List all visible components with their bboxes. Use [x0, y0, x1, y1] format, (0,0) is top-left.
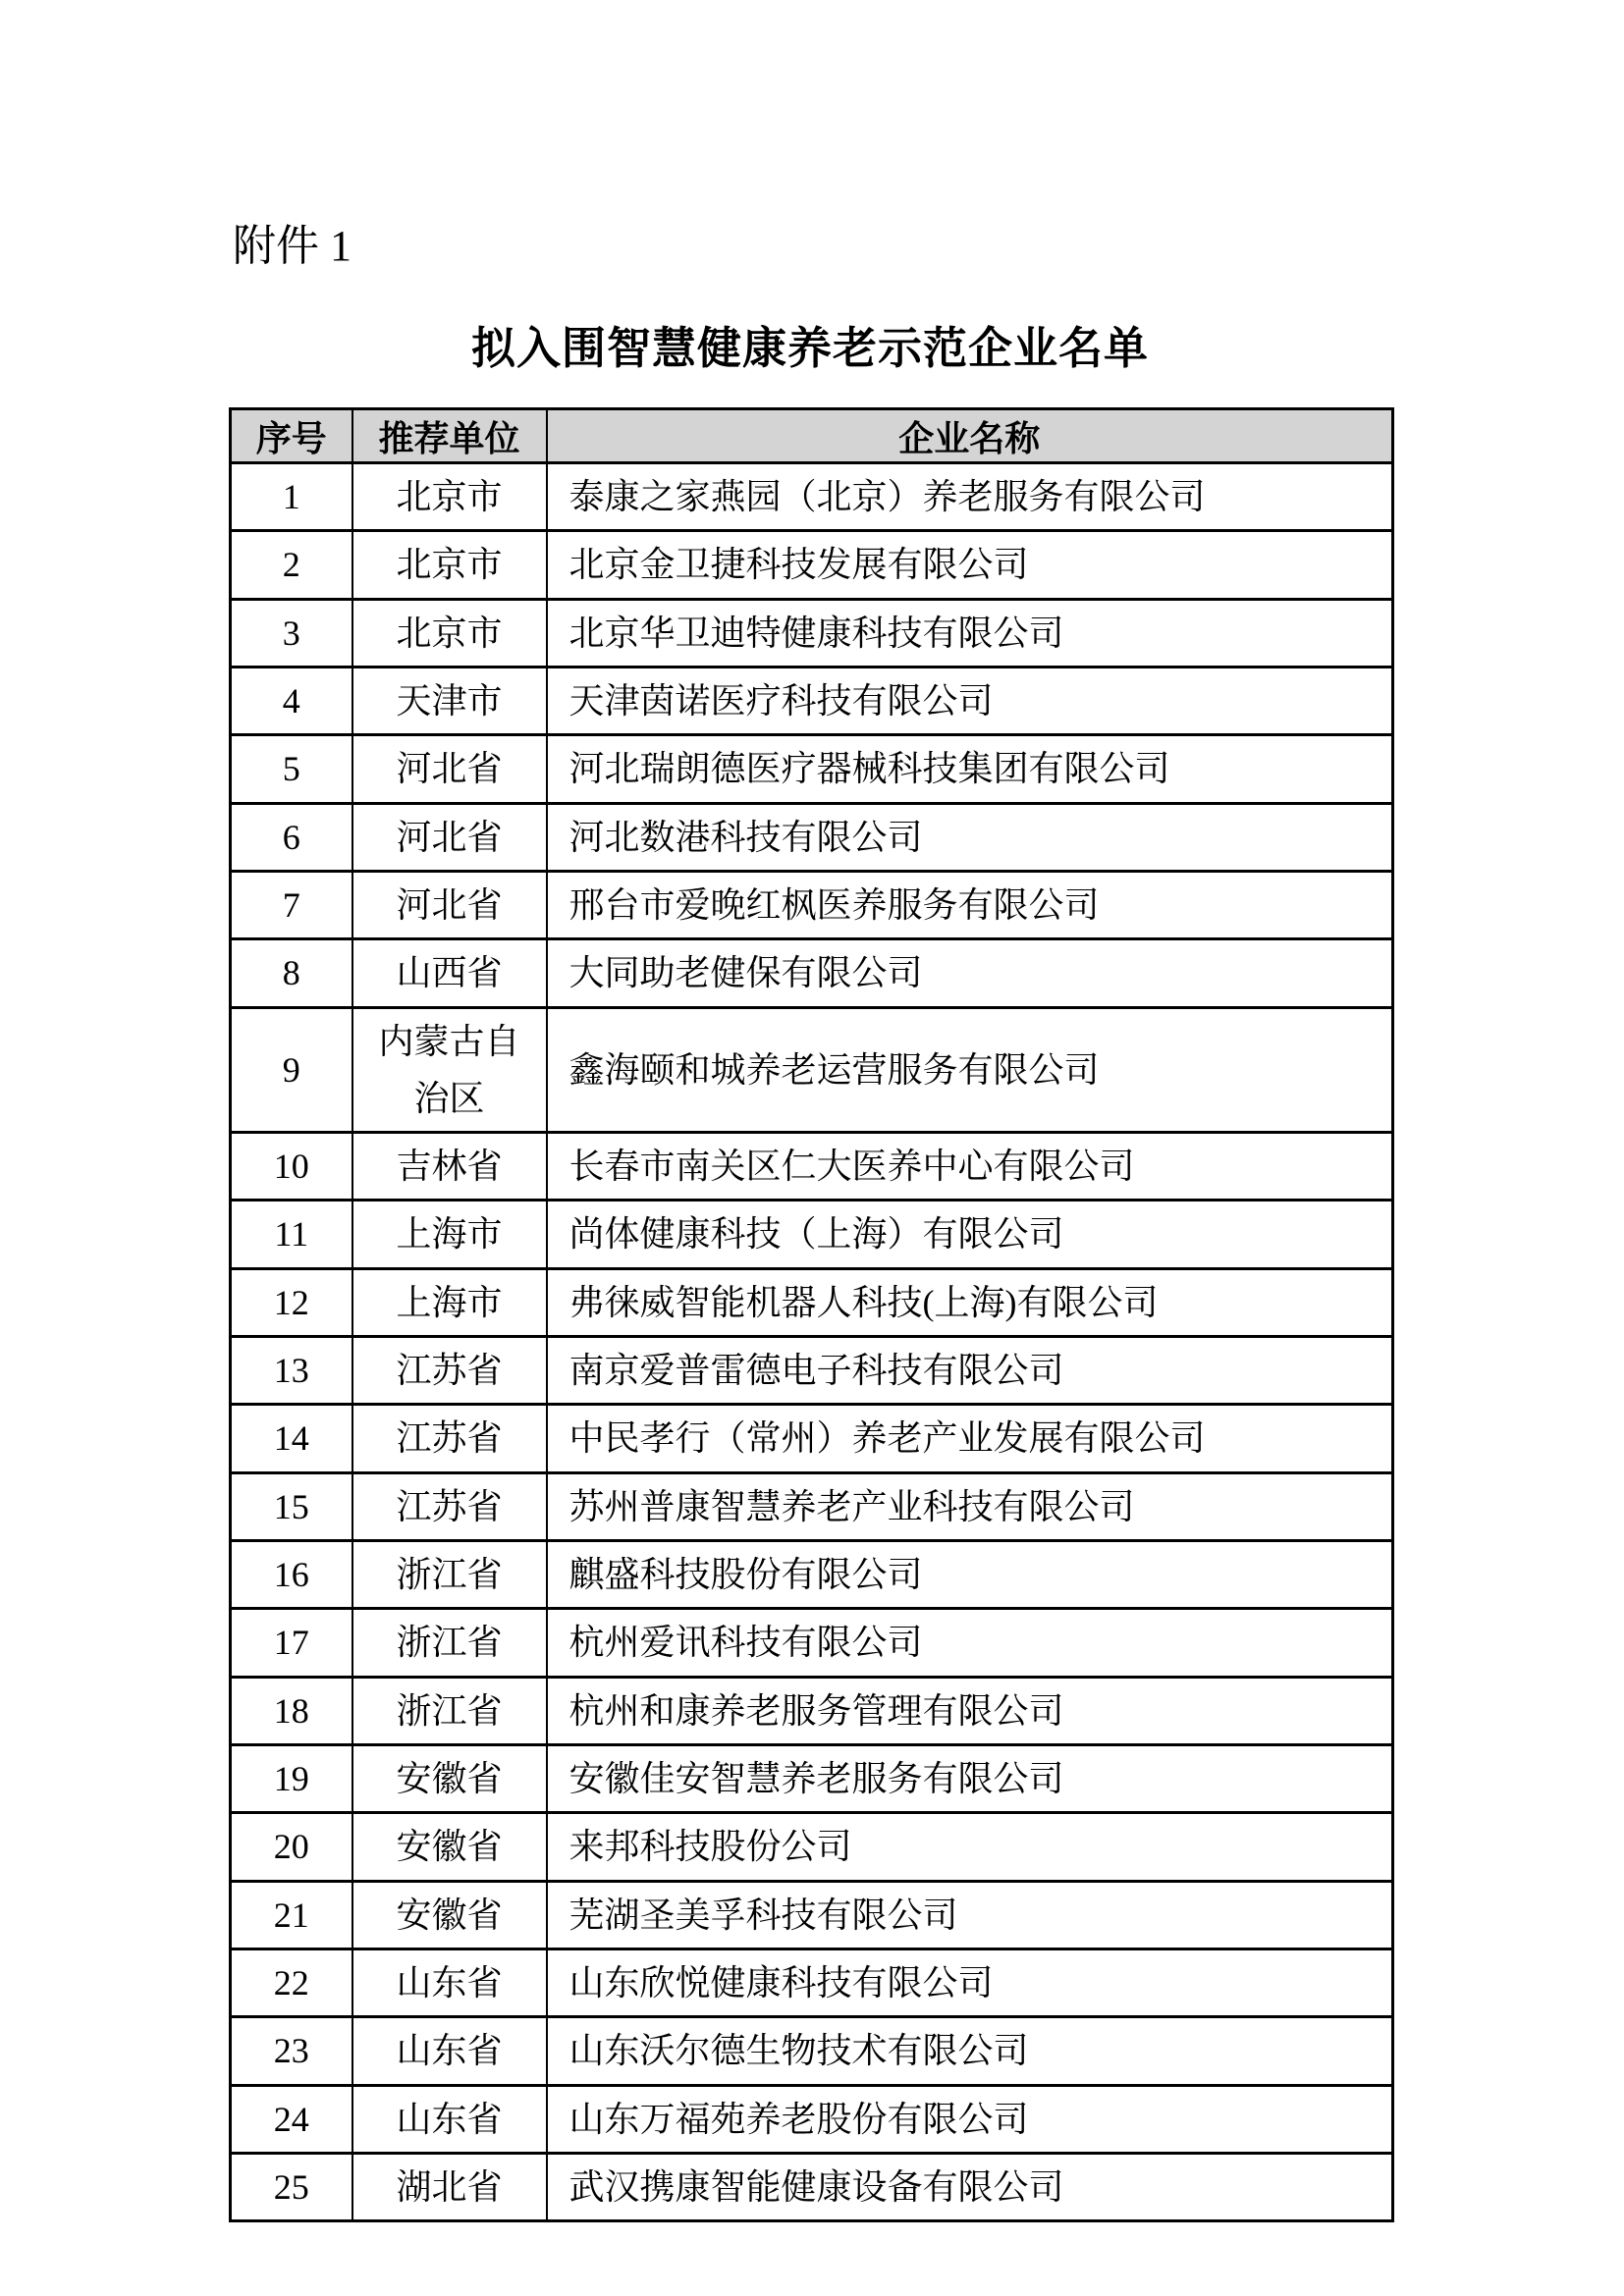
table-row: [231, 803, 1393, 871]
recommending-unit-cell: 北京市: [352, 463, 547, 531]
company-name-cell: 长春市南关区仁大医养中心有限公司: [547, 1133, 1393, 1201]
table-row: [231, 1133, 1393, 1201]
recommending-unit-cell: 湖北省: [352, 2153, 547, 2220]
company-name-cell: 北京金卫捷科技发展有限公司: [547, 531, 1393, 599]
column-header-recommending-unit: 推荐单位: [352, 409, 547, 463]
serial-number-cell: 3: [231, 599, 352, 667]
recommending-unit-cell: 安徽省: [352, 1813, 547, 1881]
serial-number-cell: 21: [231, 1881, 352, 1949]
table-row: [231, 1472, 1393, 1540]
recommending-unit-cell: 山东省: [352, 2085, 547, 2153]
company-name-cell: 鑫海颐和城养老运营服务有限公司: [547, 1007, 1393, 1133]
table-row: [231, 1609, 1393, 1677]
serial-number-cell: 19: [231, 1744, 352, 1812]
table-row: [231, 1881, 1393, 1949]
recommending-unit-cell: 河北省: [352, 735, 547, 803]
recommending-unit-cell: 江苏省: [352, 1405, 547, 1472]
table-row: [231, 1541, 1393, 1609]
recommending-unit-cell: 山西省: [352, 939, 547, 1007]
company-name-cell: 山东欣悦健康科技有限公司: [547, 1949, 1393, 2016]
recommending-unit-cell: 河北省: [352, 803, 547, 871]
company-name-cell: 山东万福苑养老股份有限公司: [547, 2085, 1393, 2153]
table-row: [231, 2017, 1393, 2085]
table-row: [231, 871, 1393, 938]
serial-number-cell: 2: [231, 531, 352, 599]
company-name-cell: 尚体健康科技（上海）有限公司: [547, 1201, 1393, 1268]
recommending-unit-cell: 江苏省: [352, 1337, 547, 1405]
recommending-unit-cell: 山东省: [352, 1949, 547, 2016]
serial-number-cell: 4: [231, 667, 352, 734]
table-header: [231, 409, 1393, 463]
serial-number-cell: 17: [231, 1609, 352, 1677]
attachment-label: 附件 1: [233, 222, 352, 270]
table-row: [231, 1677, 1393, 1744]
recommending-unit-cell: 安徽省: [352, 1744, 547, 1812]
company-name-cell: 邢台市爱晚红枫医养服务有限公司: [547, 871, 1393, 938]
serial-number-cell: 1: [231, 463, 352, 531]
serial-number-cell: 5: [231, 735, 352, 803]
table-row: [231, 1949, 1393, 2016]
serial-number-cell: 24: [231, 2085, 352, 2153]
company-name-cell: 麒盛科技股份有限公司: [547, 1541, 1393, 1609]
serial-number-cell: 14: [231, 1405, 352, 1472]
recommending-unit-cell: 浙江省: [352, 1541, 547, 1609]
recommending-unit-cell: 江苏省: [352, 1472, 547, 1540]
table-row: [231, 2085, 1393, 2153]
company-name-cell: 芜湖圣美孚科技有限公司: [547, 1881, 1393, 1949]
recommending-unit-cell: 北京市: [352, 599, 547, 667]
table-body: [231, 463, 1393, 2221]
serial-number-cell: 23: [231, 2017, 352, 2085]
recommending-unit-cell: 上海市: [352, 1201, 547, 1268]
serial-number-cell: 25: [231, 2153, 352, 2220]
table-row: [231, 1007, 1393, 1133]
serial-number-cell: 16: [231, 1541, 352, 1609]
table-row: [231, 1201, 1393, 1268]
serial-number-cell: 18: [231, 1677, 352, 1744]
serial-number-cell: 9: [231, 1007, 352, 1133]
company-name-cell: 河北瑞朗德医疗器械科技集团有限公司: [547, 735, 1393, 803]
table-row: [231, 531, 1393, 599]
table-row: [231, 1744, 1393, 1812]
table-row: [231, 599, 1393, 667]
recommending-unit-cell: 山东省: [352, 2017, 547, 2085]
serial-number-cell: 7: [231, 871, 352, 938]
recommending-unit-cell: 浙江省: [352, 1677, 547, 1744]
company-name-cell: 武汉携康智能健康设备有限公司: [547, 2153, 1393, 2220]
table-row: [231, 1813, 1393, 1881]
company-name-cell: 河北数港科技有限公司: [547, 803, 1393, 871]
table-row: [231, 939, 1393, 1007]
recommending-unit-cell: 浙江省: [352, 1609, 547, 1677]
company-name-cell: 弗徕威智能机器人科技(上海)有限公司: [547, 1268, 1393, 1336]
recommending-unit-cell: 天津市: [352, 667, 547, 734]
company-name-cell: 泰康之家燕园（北京）养老服务有限公司: [547, 463, 1393, 531]
table-row: [231, 1337, 1393, 1405]
table-row: [231, 463, 1393, 531]
table-row: [231, 1268, 1393, 1336]
serial-number-cell: 8: [231, 939, 352, 1007]
serial-number-cell: 6: [231, 803, 352, 871]
recommending-unit-cell: 内蒙古自治区: [352, 1007, 547, 1133]
table-row: [231, 1405, 1393, 1472]
company-name-cell: 来邦科技股份公司: [547, 1813, 1393, 1881]
recommending-unit-cell: 上海市: [352, 1268, 547, 1336]
serial-number-cell: 11: [231, 1201, 352, 1268]
serial-number-cell: 22: [231, 1949, 352, 2016]
company-name-cell: 天津茵诺医疗科技有限公司: [547, 667, 1393, 734]
company-name-cell: 苏州普康智慧养老产业科技有限公司: [547, 1472, 1393, 1540]
company-name-cell: 杭州爱讯科技有限公司: [547, 1609, 1393, 1677]
recommending-unit-cell: 河北省: [352, 871, 547, 938]
recommending-unit-cell: 吉林省: [352, 1133, 547, 1201]
recommending-unit-cell: 北京市: [352, 531, 547, 599]
page-title: 拟入围智慧健康养老示范企业名单: [470, 323, 1149, 373]
recommending-unit-cell: 安徽省: [352, 1881, 547, 1949]
company-name-cell: 杭州和康养老服务管理有限公司: [547, 1677, 1393, 1744]
company-name-cell: 大同助老健保有限公司: [547, 939, 1393, 1007]
column-header-company-name: 企业名称: [547, 409, 1393, 463]
serial-number-cell: 10: [231, 1133, 352, 1201]
table-header-row: [231, 409, 1393, 463]
serial-number-cell: 15: [231, 1472, 352, 1540]
company-name-cell: 北京华卫迪特健康科技有限公司: [547, 599, 1393, 667]
serial-number-cell: 12: [231, 1268, 352, 1336]
company-name-cell: 南京爱普雷德电子科技有限公司: [547, 1337, 1393, 1405]
company-name-cell: 安徽佳安智慧养老服务有限公司: [547, 1744, 1393, 1812]
company-roster-table: [229, 407, 1394, 2222]
company-name-cell: 山东沃尔德生物技术有限公司: [547, 2017, 1393, 2085]
table-row: [231, 2153, 1393, 2220]
serial-number-cell: 20: [231, 1813, 352, 1881]
company-name-cell: 中民孝行（常州）养老产业发展有限公司: [547, 1405, 1393, 1472]
table-row: [231, 735, 1393, 803]
serial-number-cell: 13: [231, 1337, 352, 1405]
table-row: [231, 667, 1393, 734]
column-header-serial-number: 序号: [231, 409, 352, 463]
